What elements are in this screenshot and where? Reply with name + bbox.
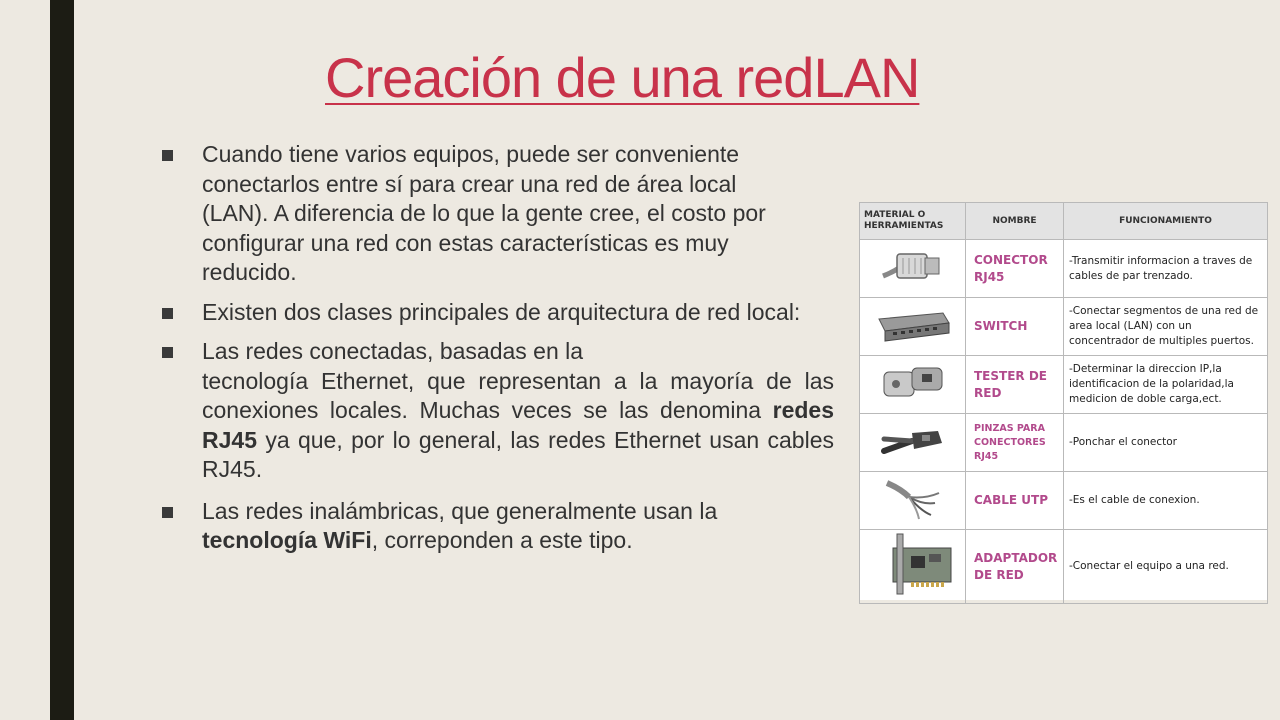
bullet-text: Cuando tiene varios equipos, puede ser conveniente conectarlos entre sí para crear una red de área local (LAN). A diferencia de lo que la gente cree, el costo por configurar una red con estas características es muy reducido. bbox=[202, 141, 766, 285]
table-row bbox=[860, 298, 1268, 356]
table-row bbox=[860, 240, 1268, 298]
cable-tester-icon bbox=[878, 362, 948, 404]
network-materials-table bbox=[859, 202, 1267, 600]
column-header-material: MATERIAL O HERRAMIENTAS bbox=[860, 203, 966, 240]
bullet-item bbox=[162, 140, 802, 288]
bullet-bold-text: tecnología WiFi bbox=[202, 527, 372, 553]
bullet-square-icon bbox=[162, 347, 173, 358]
bullet-item bbox=[162, 298, 834, 328]
table-cell-function: -Conectar el equipo a una red. bbox=[1064, 530, 1268, 604]
bullet-square-icon bbox=[162, 507, 173, 518]
bullet-item bbox=[162, 497, 802, 556]
bullet-square-icon bbox=[162, 308, 173, 319]
table-cell-function: -Determinar la direccion IP,la identificacion de la polaridad,la medicion de doble carga,ect. bbox=[1064, 356, 1268, 414]
table-cell-function: -Ponchar el conector bbox=[1064, 414, 1268, 472]
bullet-text: tecnología Ethernet, que representan a la mayoría de las conexiones locales. Muchas veces se las denomina bbox=[202, 367, 834, 423]
table-header-row bbox=[860, 203, 1268, 240]
network-card-icon bbox=[871, 532, 955, 598]
table-cell-name: TESTER DE RED bbox=[966, 356, 1064, 414]
column-header-funcionamiento: FUNCIONAMIENTO bbox=[1064, 203, 1268, 240]
slide-title: Creación de una redLAN bbox=[325, 46, 920, 109]
table-cell-function: -Conectar segmentos de una red de area local (LAN) con un concentrador de multiples puertos. bbox=[1064, 298, 1268, 356]
bullet-text: Las redes inalámbricas, que generalmente usan la bbox=[202, 497, 718, 524]
bullet-text: ya que, por lo general, las redes Ethernet usan cables RJ45. bbox=[202, 426, 834, 482]
table-cell-function: -Transmitir informacion a traves de cables de par trenzado. bbox=[1064, 240, 1268, 298]
bullet-item bbox=[162, 337, 834, 485]
table-row bbox=[860, 414, 1268, 472]
bullet-text: Existen dos clases principales de arquitectura de red local: bbox=[202, 298, 801, 325]
switch-device-icon bbox=[873, 305, 953, 345]
table-cell-name: CABLE UTP bbox=[966, 472, 1064, 530]
rj45-connector-icon bbox=[881, 246, 945, 288]
left-accent-bar bbox=[50, 0, 74, 720]
table-row bbox=[860, 472, 1268, 530]
table-cell-name: SWITCH bbox=[966, 298, 1064, 356]
table-row bbox=[860, 356, 1268, 414]
table-cell-function: -Es el cable de conexion. bbox=[1064, 472, 1268, 530]
table-row bbox=[860, 530, 1268, 604]
bullet-square-icon bbox=[162, 150, 173, 161]
bullet-list bbox=[162, 140, 834, 556]
bullet-text: , correponden a este tipo. bbox=[371, 527, 633, 553]
utp-cable-icon bbox=[883, 477, 943, 521]
table-cell-name: CONECTOR RJ45 bbox=[966, 240, 1064, 298]
bullet-text-lead: Las redes conectadas, basadas en la bbox=[202, 338, 584, 364]
column-header-nombre: NOMBRE bbox=[966, 203, 1064, 240]
crimping-pliers-icon bbox=[878, 421, 948, 461]
table-cell-name: ADAPTADOR DE RED bbox=[966, 530, 1064, 604]
bullet-bold-text: redes RJ45 bbox=[202, 397, 834, 453]
table-cell-name: PINZAS PARA CONECTORES RJ45 bbox=[966, 414, 1064, 472]
